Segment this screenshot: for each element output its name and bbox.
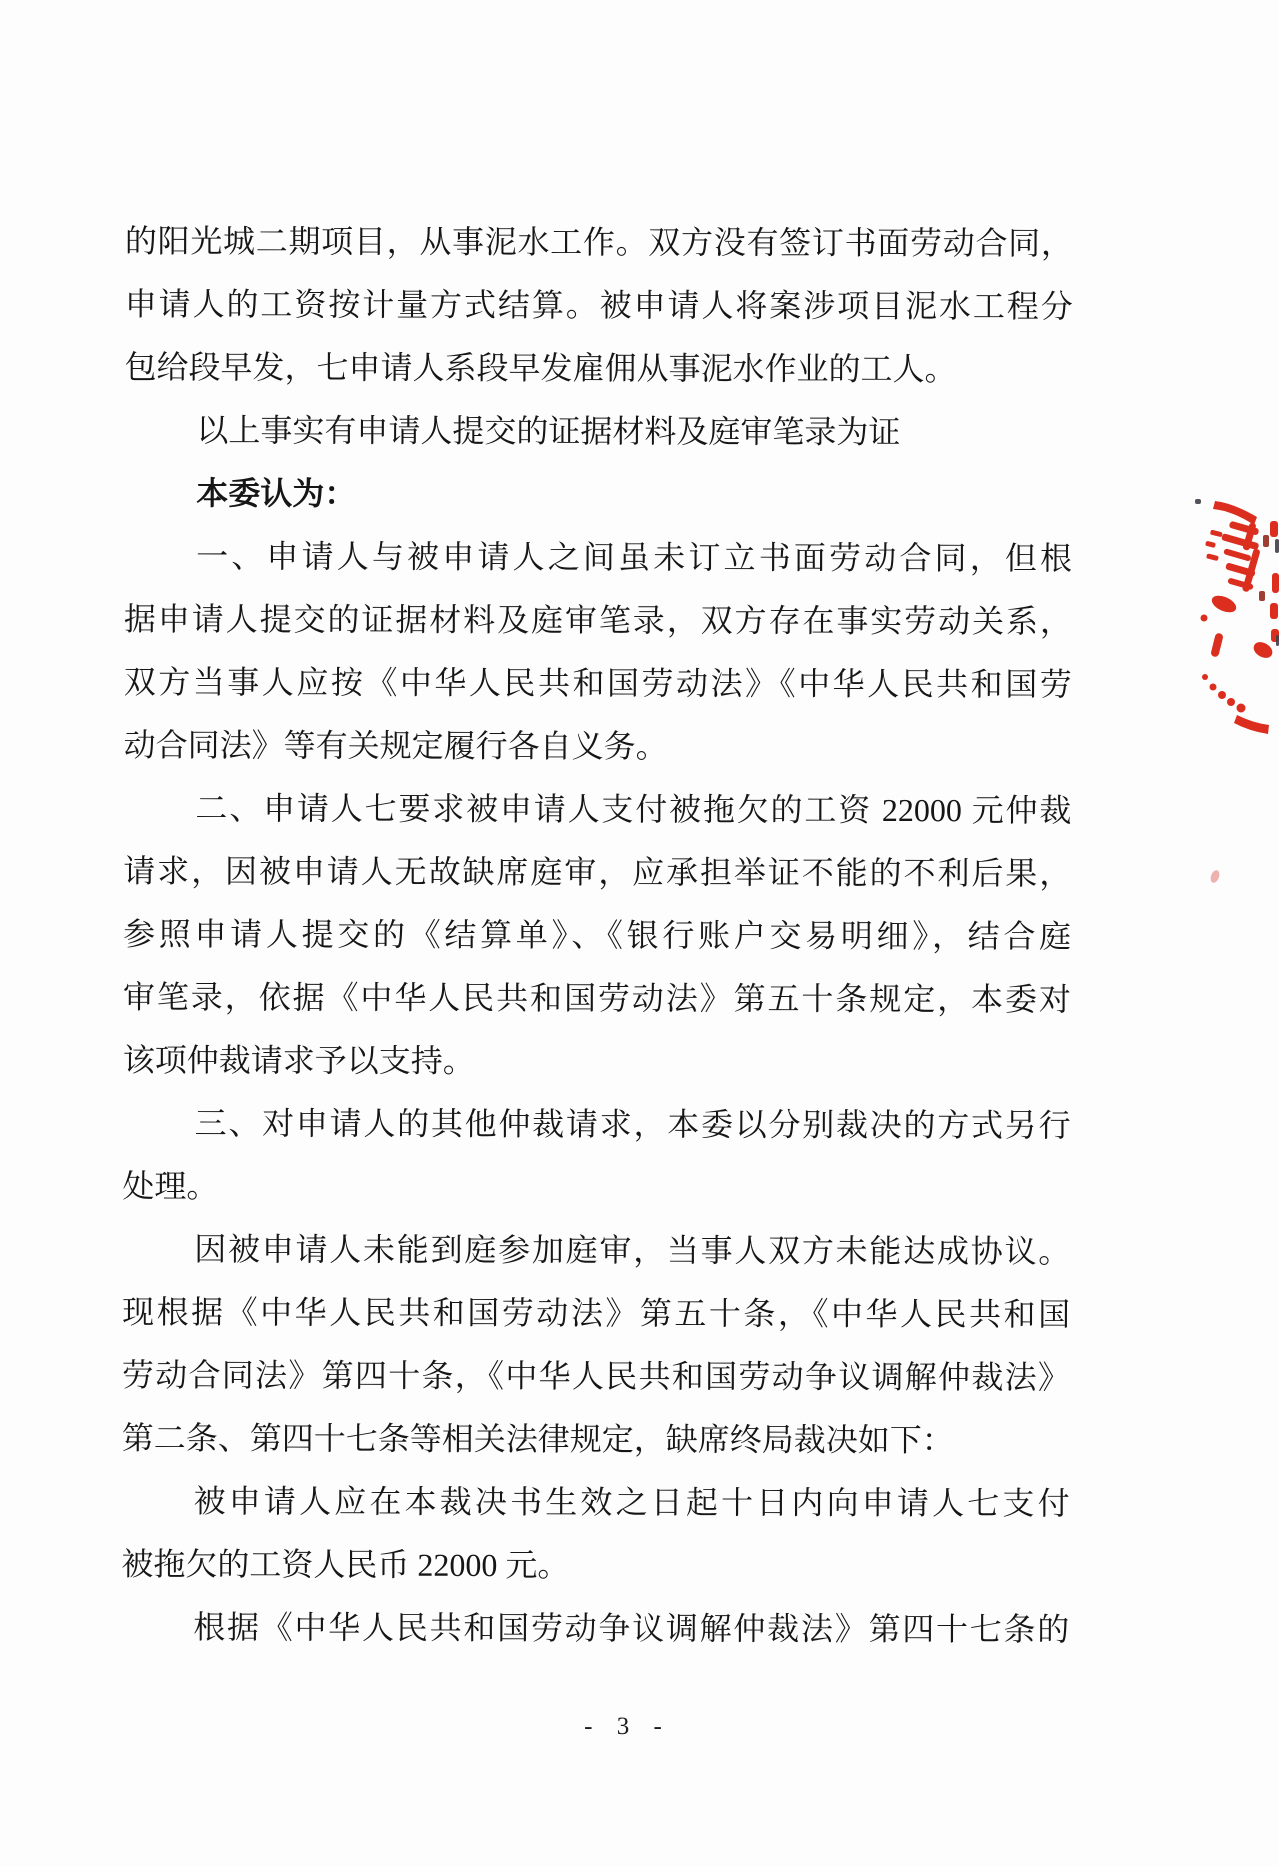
- text-line: 据申请人提交的证据材料及庭审笔录，双方存在事实劳动关系，: [123, 600, 1072, 640]
- text-line: 现根据《中华人民共和国劳动法》第五十条，《中华人民共和国: [122, 1293, 1071, 1333]
- text-line: 参照申请人提交的《结算单》、《银行账户交易明细》，结合庭: [123, 915, 1072, 955]
- text-line: 第二条、第四十七条等相关法律规定，缺席终局裁决如下：: [121, 1419, 954, 1459]
- text-line: 包给段早发，七申请人系段早发雇佣从事泥水作业的工人。: [124, 348, 957, 388]
- text-line: 本委认为：: [196, 475, 357, 512]
- text-line: 动合同法》等有关规定履行各自义务。: [123, 726, 668, 765]
- text-line: 审笔录，依据《中华人民共和国劳动法》第五十条规定，本委对: [122, 978, 1071, 1018]
- text-line: 的阳光城二期项目，从事泥水工作。双方没有签订书面劳动合同，: [124, 222, 1073, 262]
- text-line: 劳动合同法》第四十条，《中华人民共和国劳动争议调解仲裁法》: [121, 1356, 1070, 1396]
- red-seal-stamp: [1193, 487, 1279, 743]
- text-line: 二、申请人七要求被申请人支付被拖欠的工资 22000 元仲裁: [195, 790, 1072, 829]
- text-line: 被拖欠的工资人民币 22000 元。: [121, 1545, 570, 1584]
- document-body: [121, 210, 1073, 1661]
- text-line: 三、对申请人的其他仲裁请求，本委以分别裁决的方式另行: [194, 1105, 1071, 1144]
- text-line: 因被申请人未能到庭参加庭审，当事人双方未能达成协议。: [194, 1231, 1071, 1270]
- text-line: 双方当事人应按《中华人民共和国劳动法》《中华人民共和国劳: [123, 663, 1072, 703]
- text-line: 请求，因被申请人无故缺席庭审，应承担举证不能的不利后果，: [123, 852, 1072, 892]
- text-line: 以上事实有申请人提交的证据材料及庭审笔录为证: [196, 412, 901, 451]
- text-line: 被申请人应在本裁决书生效之日起十日内向申请人七支付: [193, 1483, 1070, 1522]
- text-line: 处理。: [122, 1167, 219, 1205]
- text-line: 一、申请人与被申请人之间虽未订立书面劳动合同，但根: [196, 538, 1073, 577]
- text-line: 根据《中华人民共和国劳动争议调解仲裁法》第四十七条的: [193, 1609, 1070, 1648]
- red-ink-speck: [1209, 869, 1221, 884]
- text-line: 申请人的工资按计量方式结算。被申请人将案涉项目泥水工程分: [124, 285, 1073, 325]
- text-line: 该项仲裁请求予以支持。: [122, 1041, 475, 1079]
- page-number: - 3 -: [584, 1713, 671, 1740]
